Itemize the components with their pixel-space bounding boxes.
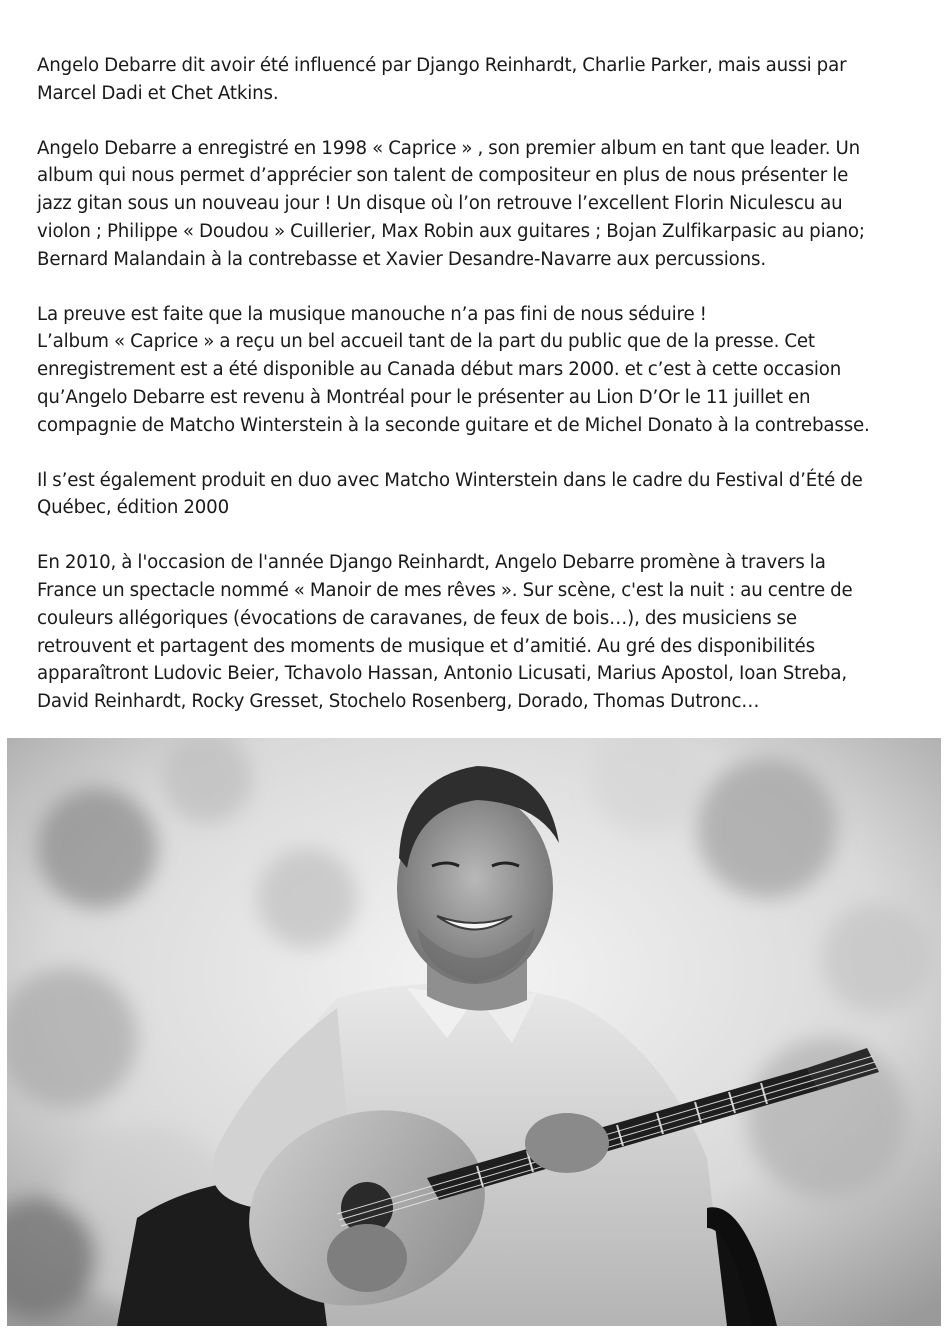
paragraph-caprice-album [37, 135, 917, 274]
text-line: retrouvent et partagent des moments de musique et d’amitié. Au gré des disponibilités [37, 635, 815, 657]
text-line: apparaîtront Ludovic Beier, Tchavolo Hassan, Antonio Licusati, Marius Apostol, Ioan Streba, [37, 663, 848, 685]
text-line: jazz gitan sous un nouveau jour ! Un disque où l’on retrouve l’excellent Florin Niculescu au [37, 193, 843, 215]
paragraph-duo-festival [37, 467, 917, 523]
text-line: Marcel Dadi et Chet Atkins. [37, 82, 279, 104]
paragraph-influences [37, 52, 917, 108]
article-text [37, 52, 917, 743]
guitarist-photo-illustration [7, 738, 941, 1326]
guitarist-photo [7, 738, 941, 1326]
text-line: qu’Angelo Debarre est revenu à Montréal pour le présenter au Lion D’Or le 11 juillet en [37, 386, 811, 408]
text-line: France un spectacle nommé « Manoir de mes rêves ». Sur scène, c'est la nuit : au centre de [37, 579, 853, 601]
text-line: Angelo Debarre a enregistré en 1998 « Caprice » , son premier album en tant que leader. Un [37, 137, 861, 159]
text-line: En 2010, à l'occasion de l'année Django Reinhardt, Angelo Debarre promène à travers la [37, 552, 826, 574]
text-line: couleurs allégoriques (évocations de caravanes, de feux de bois…), des musiciens se [37, 607, 797, 629]
text-line: Angelo Debarre dit avoir été influencé par Django Reinhardt, Charlie Parker, mais aussi par [37, 55, 847, 76]
text-line: David Reinhardt, Rocky Gresset, Stochelo Rosenberg, Dorado, Thomas Dutronc… [37, 691, 760, 713]
text-line: enregistrement est a été disponible au Canada début mars 2000. et c’est à cette occasion [37, 359, 842, 381]
text-line: compagnie de Matcho Winterstein à la seconde guitare et de Michel Donato à la contrebasse. [37, 414, 870, 436]
paragraph-manoir-show [37, 549, 917, 716]
paragraph-reception [37, 301, 917, 440]
text-line: album qui nous permet d’apprécier son talent de compositeur en plus de nous présenter le [37, 165, 849, 187]
text-line: violon ; Philippe « Doudou » Cuillerier, Max Robin aux guitares ; Bojan Zulfikarpasic au piano; [37, 220, 865, 242]
text-line: Bernard Malandain à la contrebasse et Xavier Desandre-Navarre aux percussions. [37, 248, 766, 270]
text-line: Il s’est également produit en duo avec Matcho Winterstein dans le cadre du Festival d’Été de [37, 469, 863, 491]
text-line: L’album « Caprice » a reçu un bel accueil tant de la part du public que de la presse. Cet [37, 331, 815, 353]
text-line: Québec, édition 2000 [37, 497, 230, 519]
text-line: La preuve est faite que la musique manouche n’a pas fini de nous séduire ! [37, 303, 707, 325]
